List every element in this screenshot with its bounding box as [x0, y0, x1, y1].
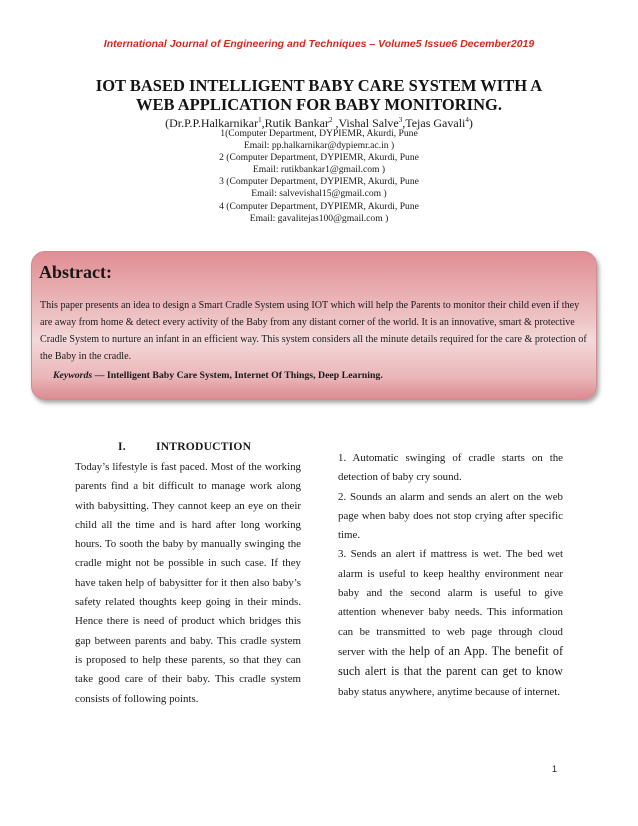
author-prefix: (Dr.: [165, 116, 185, 130]
affiliation-email: Email: rutikbankar1@gmail.com ): [252, 164, 386, 176]
affiliation-line: 4 (Computer Department, DYPIEMR, Akurdi, Pune: [219, 200, 419, 212]
feature-point-1: 1. Automatic swinging of cradle starts on the detection of baby cry sound.: [338, 452, 563, 484]
feature-point-3: [338, 545, 563, 701]
author-1-name: P.P.Halkarnikar: [184, 116, 259, 130]
keywords-list: Intelligent Baby Care System, Internet Of Things, Deep Learning.: [106, 370, 383, 381]
feature-point-2: 2. Sounds an alarm and sends an alert on the web page when baby does not stop crying after specific time.: [338, 490, 563, 542]
page-number: 1: [552, 764, 558, 774]
author-3-sup: 3: [398, 116, 403, 124]
author-close: ): [468, 116, 473, 130]
abstract-heading: Abstract:: [39, 262, 112, 282]
keywords-label: Keywords: [53, 370, 93, 381]
title-line-2: WEB APPLICATION FOR BABY MONITORING.: [136, 95, 502, 114]
journal-header: International Journal of Engineering and Techniques – Volume5 Issue6 December2019: [103, 38, 535, 50]
affiliation-email: Email: salvevishal15@gmail.com ): [251, 188, 387, 200]
keywords-separator: —: [92, 370, 107, 381]
author-4-name: ,Tejas Gavali: [402, 116, 466, 130]
affiliation-line: 3 (Computer Department, DYPIEMR, Akurdi, Pune: [219, 176, 419, 188]
keywords-line: [53, 370, 383, 381]
author-2-sup: 2: [328, 116, 333, 124]
abstract-text: This paper presents an idea to design a Smart Cradle System using IOT which will help the Parents to monitor their child even if they are away from home & detect every activity of the Baby from any distant corner of the world. It is an innovative, smart & protective Cradle System to nurture an infant in an efficient way. This system considers all the minute details required for the care & protection of the Baby in the cradle.: [40, 300, 587, 362]
section-heading-introduction: [118, 440, 251, 453]
feature-point-3-large-text: help of an App. The benefit of such alert is that the parent can get to know: [338, 643, 563, 679]
affiliations: [60, 128, 578, 225]
author-4-sup: 4: [465, 116, 469, 124]
section-number: I.: [118, 440, 126, 453]
author-1-sup: 1: [258, 116, 262, 124]
affiliation-line: 1(Computer Department, DYPIEMR, Akurdi, Pune: [220, 128, 418, 139]
paper-title: [60, 76, 578, 114]
affiliation-email: Email: pp.halkarnikar@dypiemr.ac.in ): [243, 140, 395, 152]
affiliation-email: Email: gavalitejas100@gmail.com ): [249, 212, 389, 224]
feature-point-3-tail: baby status anywhere, anytime because of internet.: [338, 685, 560, 698]
title-line-1: IOT BASED INTELLIGENT BABY CARE SYSTEM WITH A: [95, 76, 543, 95]
feature-point-3-text: 3. Sends an alert if mattress is wet. The bed wet alarm is useful to keep healthy environment near baby and the second alarm is useful to give attention whenever baby needs. This information can be transmitted to web page through cloud server with the: [338, 548, 563, 658]
affiliation-line: 2 (Computer Department, DYPIEMR, Akurdi, Pune: [219, 152, 419, 164]
section-title: INTRODUCTION: [156, 440, 252, 453]
feature-points: [338, 449, 563, 702]
author-2-name: ,Rutik Bankar: [261, 116, 329, 130]
author-3-name: ,Vishal Salve: [332, 116, 399, 130]
introduction-paragraph: Today’s lifestyle is fast paced. Most of the working parents find a bit difficult to manage work along with babysitting. They cannot keep an eye on their child all the time and is hard after long working hours. To sooth the baby by manually swinging the cradle might not be possible in such case. If they have taken help of babysitter for it then also baby’s safety related thoughts keep going in their minds. Hence there is need of product which bridges this gap between parents and baby. This cradle system is proposed to help these parents, so that they can take good care of their baby. This cradle system consists of following points.: [75, 461, 301, 705]
